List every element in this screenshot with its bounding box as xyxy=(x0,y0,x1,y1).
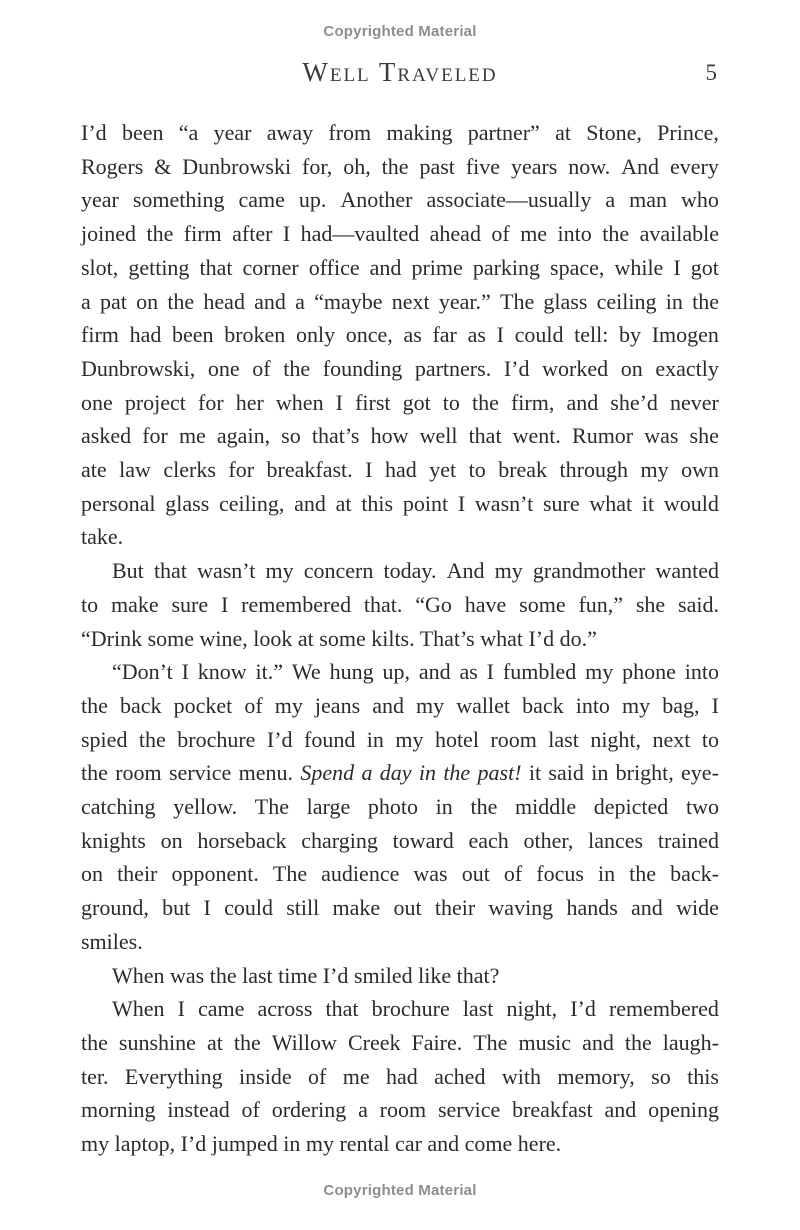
copyright-notice-bottom: Copyrighted Material xyxy=(323,1182,477,1199)
text-segment: “Drink some wine, look at some kilts. That’s what I’d do.” xyxy=(81,625,597,651)
running-header-title: Well Traveled xyxy=(302,57,498,87)
text-line: the room service menu. Spend a day in the past! it said in bright, eye- xyxy=(81,760,719,786)
text-segment: smiles. xyxy=(81,928,143,954)
text-line: ground, but I could still make out their waving hands and wide xyxy=(81,895,719,921)
text-line: catching yellow. The large photo in the middle depicted two xyxy=(81,794,719,820)
text-line: the sunshine at the Willow Creek Faire. The music and the laugh- xyxy=(81,1029,719,1055)
text-line: one project for her when I first got to the firm, and she’d never xyxy=(81,389,719,415)
text-line xyxy=(81,520,719,554)
text-line: “Don’t I know it.” We hung up, and as I fumbled my phone into xyxy=(112,659,719,685)
copyright-notice-top: Copyrighted Material xyxy=(323,23,477,40)
text-line: But that wasn’t my concern today. And my grandmother wanted xyxy=(112,558,719,584)
text-line: When I came across that brochure last night, I’d remembered xyxy=(112,996,719,1022)
text-line: year something came up. Another associate—usually a man who xyxy=(81,187,719,213)
text-segment: my laptop, I’d jumped in my rental car and come here. xyxy=(81,1131,562,1157)
running-header xyxy=(81,57,719,89)
text-line: personal glass ceiling, and at this point I wasn’t sure what it would xyxy=(81,490,719,516)
text-segment: take. xyxy=(81,524,124,550)
text-line xyxy=(81,1127,719,1161)
text-line xyxy=(81,622,719,656)
body-text xyxy=(81,116,719,1161)
text-line: the back pocket of my jeans and my wallet back into my bag, I xyxy=(81,692,719,718)
text-line: I’d been “a year away from making partner” at Stone, Prince, xyxy=(81,120,719,145)
text-segment: When was the last time I’d smiled like that? xyxy=(112,962,500,988)
text-line: slot, getting that corner office and prime parking space, while I got xyxy=(81,254,719,280)
text-line: ter. Everything inside of me had ached with memory, so this xyxy=(81,1063,719,1089)
text-line: knights on horseback charging toward each other, lances trained xyxy=(81,827,719,853)
text-line: morning instead of ordering a room service breakfast and opening xyxy=(81,1097,719,1123)
text-line: joined the firm after I had—vaulted ahead of me into the available xyxy=(81,221,719,247)
text-line: to make sure I remembered that. “Go have some fun,” she said. xyxy=(81,591,719,617)
text-line: ate law clerks for breakfast. I had yet to break through my own xyxy=(81,457,719,483)
text-line xyxy=(81,925,719,959)
page-number: 5 xyxy=(705,60,717,85)
text-line xyxy=(81,959,719,993)
text-line: Dunbrowski, one of the founding partners. I’d worked on exactly xyxy=(81,355,719,381)
text-line: on their opponent. The audience was out of focus in the back- xyxy=(81,861,719,887)
text-line: Rogers & Dunbrowski for, oh, the past five years now. And every xyxy=(81,153,719,179)
text-line: asked for me again, so that’s how well that went. Rumor was she xyxy=(81,423,719,449)
text-line: a pat on the head and a “maybe next year.” The glass ceiling in the xyxy=(81,288,719,314)
text-line: firm had been broken only once, as far as I could tell: by Imogen xyxy=(81,322,719,348)
text-line: spied the brochure I’d found in my hotel room last night, next to xyxy=(81,726,719,752)
